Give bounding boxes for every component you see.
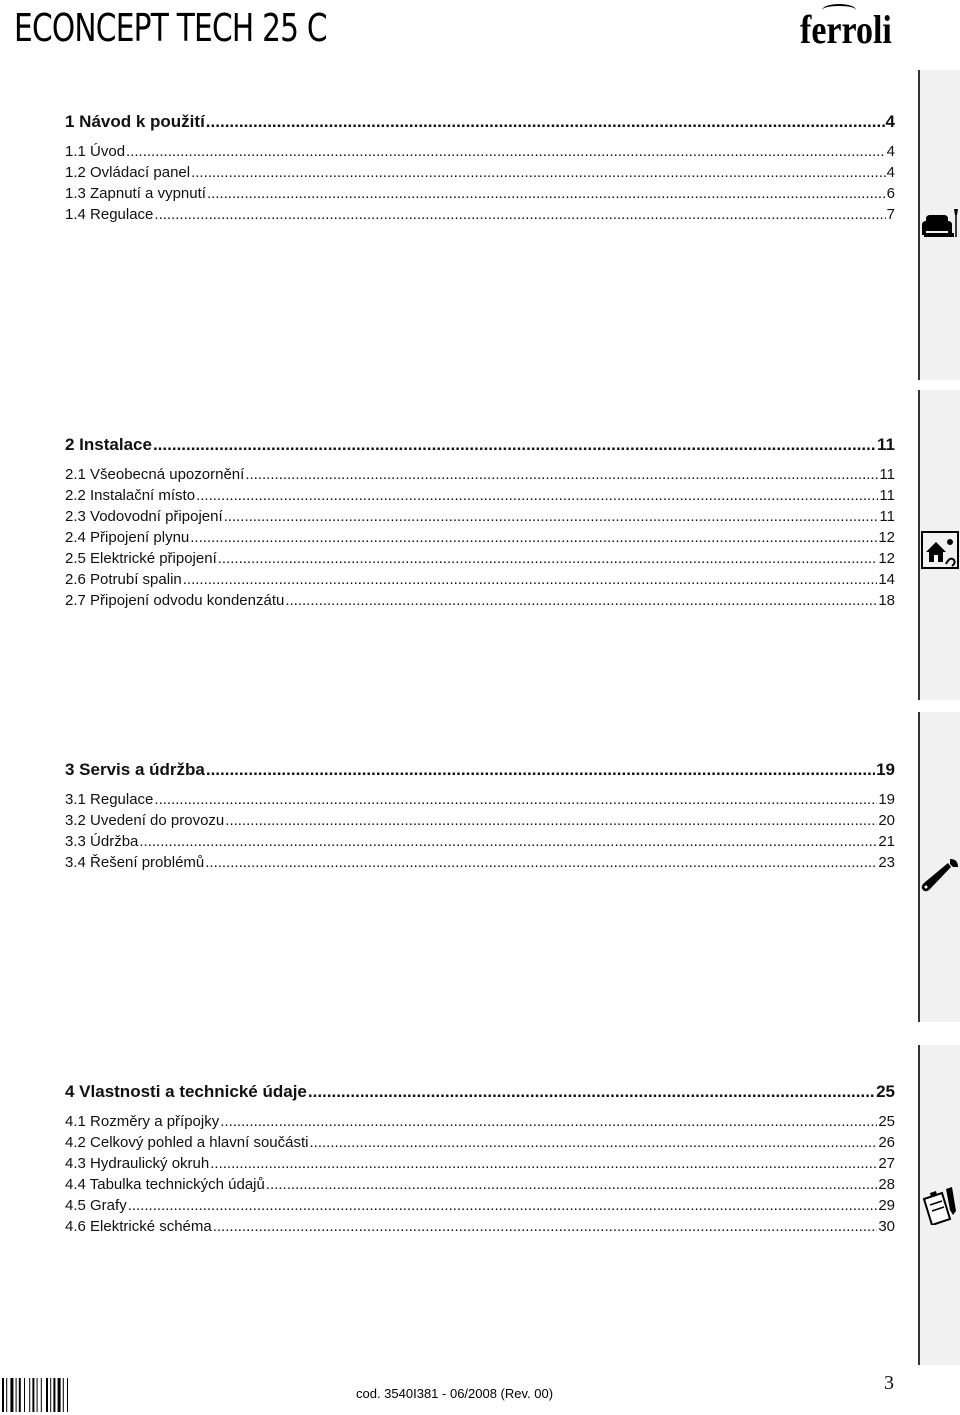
toc-item[interactable]	[65, 1111, 895, 1132]
toc-item[interactable]	[65, 485, 895, 506]
toc-item[interactable]	[65, 464, 895, 485]
toc-page-number: 29	[878, 1197, 895, 1214]
document-title: ECONCEPT TECH 25 C	[14, 6, 327, 50]
leader-dots	[183, 569, 878, 590]
toc-page-number: 19	[876, 760, 895, 779]
leader-dots	[126, 141, 886, 162]
toc-item[interactable]	[65, 204, 895, 225]
toc-page-number: 12	[878, 550, 895, 567]
barcode-bar	[10, 1378, 13, 1412]
toc-page-number: 4	[885, 112, 895, 131]
toc-item-label: 3.3 Údržba	[65, 833, 139, 850]
toc-section-4	[65, 1077, 895, 1237]
leader-dots	[206, 755, 875, 785]
toc-heading[interactable]	[65, 430, 895, 460]
toc-item[interactable]	[65, 852, 895, 873]
toc-page-number: 4	[886, 164, 895, 181]
toc-item[interactable]	[65, 141, 895, 162]
toc-heading-label: 3 Servis a údržba	[65, 760, 205, 779]
toc-page-number: 21	[878, 833, 895, 850]
toc-item-label: 4.4 Tabulka technických údajů	[65, 1176, 265, 1193]
toc-item-label: 2.6 Potrubí spalin	[65, 571, 182, 588]
document-code: cod. 3540I381 - 06/2008 (Rev. 00)	[356, 1386, 554, 1401]
toc-item-label: 1.3 Zapnutí a vypnutí	[65, 185, 206, 202]
toc-item[interactable]	[65, 590, 895, 611]
barcode-bar	[63, 1378, 64, 1412]
toc-page-number: 23	[878, 854, 895, 871]
toc-item-label: 4.6 Elektrické schéma	[65, 1218, 212, 1235]
leader-dots	[218, 548, 878, 569]
toc-item[interactable]	[65, 1195, 895, 1216]
leader-dots	[139, 831, 877, 852]
toc-item-label: 2.5 Elektrické připojení	[65, 550, 217, 567]
toc-heading-label: 4 Vlastnosti a technické údaje	[65, 1082, 307, 1101]
clipboard-pencil-icon	[920, 1185, 960, 1225]
leader-dots	[224, 506, 879, 527]
leader-dots	[154, 204, 885, 225]
toc-item[interactable]	[65, 1153, 895, 1174]
toc-section-1	[65, 107, 895, 225]
toc-item[interactable]	[65, 548, 895, 569]
toc-heading[interactable]	[65, 1077, 895, 1107]
toc-item-label: 1.4 Regulace	[65, 206, 154, 223]
toc-item[interactable]	[65, 831, 895, 852]
toc-page-number: 19	[878, 791, 895, 808]
leader-dots	[128, 1195, 878, 1216]
leader-dots	[153, 430, 876, 460]
barcode-bar	[50, 1378, 51, 1412]
ferroli-logo	[800, 6, 892, 53]
toc-item[interactable]	[65, 527, 895, 548]
barcode-bar	[29, 1378, 30, 1412]
wrench-icon	[920, 855, 960, 895]
leader-dots	[206, 107, 885, 137]
barcode-bar	[37, 1378, 38, 1412]
toc-item[interactable]	[65, 789, 895, 810]
barcode-bar	[67, 1378, 68, 1412]
leader-dots	[266, 1174, 877, 1195]
logo-arc	[822, 4, 856, 16]
toc-page-number: 11	[879, 487, 895, 504]
leader-dots	[308, 1077, 875, 1107]
toc-item-label: 4.5 Grafy	[65, 1197, 127, 1214]
leader-dots	[210, 1153, 877, 1174]
toc-page-number: 18	[878, 592, 895, 609]
toc-item[interactable]	[65, 810, 895, 831]
leader-dots	[154, 789, 877, 810]
page-number: 3	[884, 1372, 894, 1394]
toc-page-number: 11	[879, 508, 895, 525]
toc-page-number: 11	[879, 466, 895, 483]
barcode-bar	[2, 1378, 4, 1412]
toc-item-label: 1.1 Úvod	[65, 143, 126, 160]
toc-heading[interactable]	[65, 107, 895, 137]
toc-item-label: 4.3 Hydraulický okruh	[65, 1155, 210, 1172]
barcode-bar	[32, 1378, 34, 1412]
toc-item[interactable]	[65, 1132, 895, 1153]
toc-item[interactable]	[65, 1174, 895, 1195]
barcode-bar	[6, 1378, 7, 1412]
brand-name: ferroli	[800, 7, 892, 52]
barcode-bar	[53, 1378, 55, 1412]
leader-dots	[285, 590, 877, 611]
toc-item-label: 3.2 Uvedení do provozu	[65, 812, 225, 829]
toc-page-number: 28	[878, 1176, 895, 1193]
barcode-bar	[41, 1378, 42, 1412]
barcode-bar	[58, 1378, 61, 1412]
toc-heading[interactable]	[65, 755, 895, 785]
toc-item[interactable]	[65, 162, 895, 183]
toc-page-number: 25	[878, 1113, 895, 1130]
toc-page-number: 27	[878, 1155, 895, 1172]
toc-item-label: 4.2 Celkový pohled a hlavní součásti	[65, 1134, 309, 1151]
toc-item-label: 2.7 Připojení odvodu kondenzátu	[65, 592, 285, 609]
toc-item-label: 2.4 Připojení plynu	[65, 529, 190, 546]
toc-heading-label: 1 Návod k použití	[65, 112, 205, 131]
barcode-bar	[19, 1378, 21, 1412]
toc-item[interactable]	[65, 569, 895, 590]
toc-page-number: 6	[886, 185, 895, 202]
leader-dots	[190, 527, 877, 548]
toc-page-number: 26	[878, 1134, 895, 1151]
leader-dots	[309, 1132, 877, 1153]
toc-item-label: 3.4 Řešení problémů	[65, 854, 205, 871]
barcode-bar	[16, 1378, 17, 1412]
toc-section-3	[65, 755, 895, 873]
toc-page-number: 11	[877, 435, 895, 454]
leader-dots	[213, 1216, 878, 1237]
leader-dots	[196, 485, 878, 506]
toc-item-label: 4.1 Rozměry a přípojky	[65, 1113, 220, 1130]
armchair-icon	[920, 205, 960, 245]
toc-item[interactable]	[65, 183, 895, 204]
toc-page-number: 14	[878, 571, 895, 588]
leader-dots	[207, 183, 886, 204]
leader-dots	[191, 162, 886, 183]
toc-page-number: 12	[878, 529, 895, 546]
toc-item-label: 1.2 Ovládací panel	[65, 164, 191, 181]
toc-page-number: 20	[878, 812, 895, 829]
toc-page-number: 25	[876, 1082, 895, 1101]
barcode-bar	[24, 1378, 25, 1412]
toc-section-2	[65, 430, 895, 611]
barcode	[0, 1376, 86, 1414]
barcode-bar	[46, 1378, 48, 1412]
toc-item[interactable]	[65, 1216, 895, 1237]
toc-item[interactable]	[65, 506, 895, 527]
toc-heading-label: 2 Instalace	[65, 435, 152, 454]
toc-page-number: 4	[886, 143, 895, 160]
toc-page-number: 7	[886, 206, 895, 223]
toc-item-label: 2.3 Vodovodní připojení	[65, 508, 223, 525]
toc-item-label: 3.1 Regulace	[65, 791, 154, 808]
toc-item-label: 2.2 Instalační místo	[65, 487, 196, 504]
house-install-icon	[920, 530, 960, 570]
toc-page-number: 30	[878, 1218, 895, 1235]
leader-dots	[245, 464, 878, 485]
leader-dots	[225, 810, 877, 831]
leader-dots	[205, 852, 877, 873]
leader-dots	[220, 1111, 877, 1132]
toc-item-label: 2.1 Všeobecná upozornění	[65, 466, 245, 483]
